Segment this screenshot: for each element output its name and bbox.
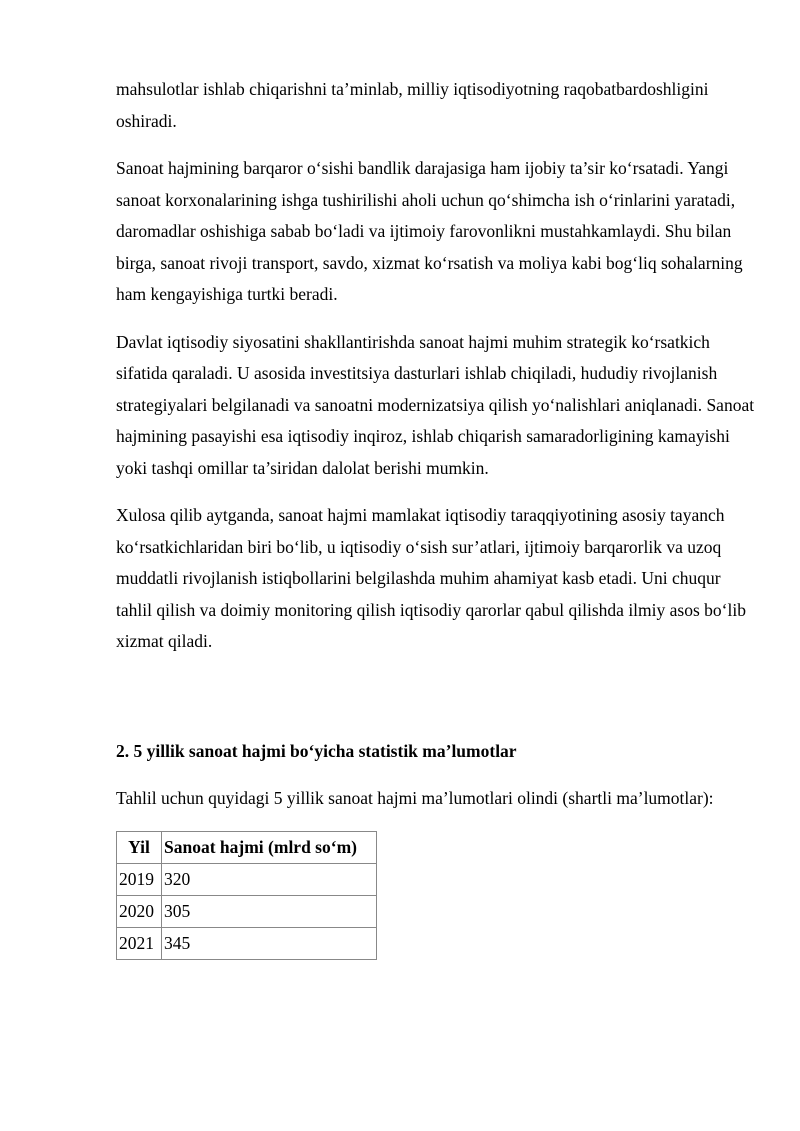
cell-year: 2020 xyxy=(117,895,162,927)
paragraph-1: mahsulotlar ishlab chiqarishni ta’minlab, milliy iqtisodiyotning raqobatbardoshligini oshiradi. xyxy=(116,79,709,131)
section-intro: Tahlil uchun quyidagi 5 yillik sanoat hajmi ma’lumotlari olindi (shartli ma’lumotlar): xyxy=(116,788,714,808)
paragraph-2: Sanoat hajmining barqaror o‘sishi bandlik darajasiga ham ijobiy ta’sir ko‘rsatadi. Yangi sanoat korxonalarining ishga tushirilishi aholi uchun qo‘shimcha ish o‘rinlarini yaratadi, daromadlar oshishiga sabab bo‘ladi va ijtimoiy farovonlikni mustahkamlaydi. Shu bilan birga, sanoat rivoji transport, savdo, xizmat ko‘rsatish va moliya kabi bog‘liq sohalarning ham kengayishiga turtki beradi. xyxy=(116,158,743,304)
table-row xyxy=(117,895,377,927)
paragraph-4: Xulosa qilib aytganda, sanoat hajmi mamlakat iqtisodiy taraqqiyotining asosiy tayanch ko‘rsatkichlaridan biri bo‘lib, u iqtisodiy o‘sish sur’atlari, ijtimoiy barqarorlik va uzoq muddatli rivojlanish istiqbollarini belgilashda muhim ahamiyat kasb etadi. Uni chuqur tahlil qilish va doimiy monitoring qilish iqtisodiy qarorlar qabul qilishda ilmiy asos bo‘lib xizmat qiladi. xyxy=(116,505,746,651)
cell-volume: 320 xyxy=(162,863,377,895)
header-year: Yil xyxy=(117,831,162,863)
cell-year: 2021 xyxy=(117,927,162,959)
document-page xyxy=(116,74,756,960)
section-heading: 2. 5 yillik sanoat hajmi bo‘yicha statistik ma’lumotlar xyxy=(116,740,517,761)
industry-volume-table xyxy=(116,831,377,960)
paragraph-3: Davlat iqtisodiy siyosatini shakllantirishda sanoat hajmi muhim strategik ko‘rsatkich sifatida qaraladi. U asosida investitsiya dasturlari ishlab chiqiladi, hududiy rivojlanish strategiyalari belgilanadi va sanoatni modernizatsiya qilish yo‘nalishlari aniqlanadi. Sanoat hajmining pasayishi esa iqtisodiy inqiroz, ishlab chiqarish samaradorligining kamayishi yoki tashqi omillar ta’siridan dalolat berishi mumkin. xyxy=(116,331,755,478)
table-header-row xyxy=(117,831,377,863)
cell-year: 2019 xyxy=(117,863,162,895)
table-row xyxy=(117,863,377,895)
cell-volume: 305 xyxy=(162,895,377,927)
header-volume: Sanoat hajmi (mlrd so‘m) xyxy=(162,831,377,863)
table-row xyxy=(117,927,377,959)
cell-volume: 345 xyxy=(162,927,377,959)
